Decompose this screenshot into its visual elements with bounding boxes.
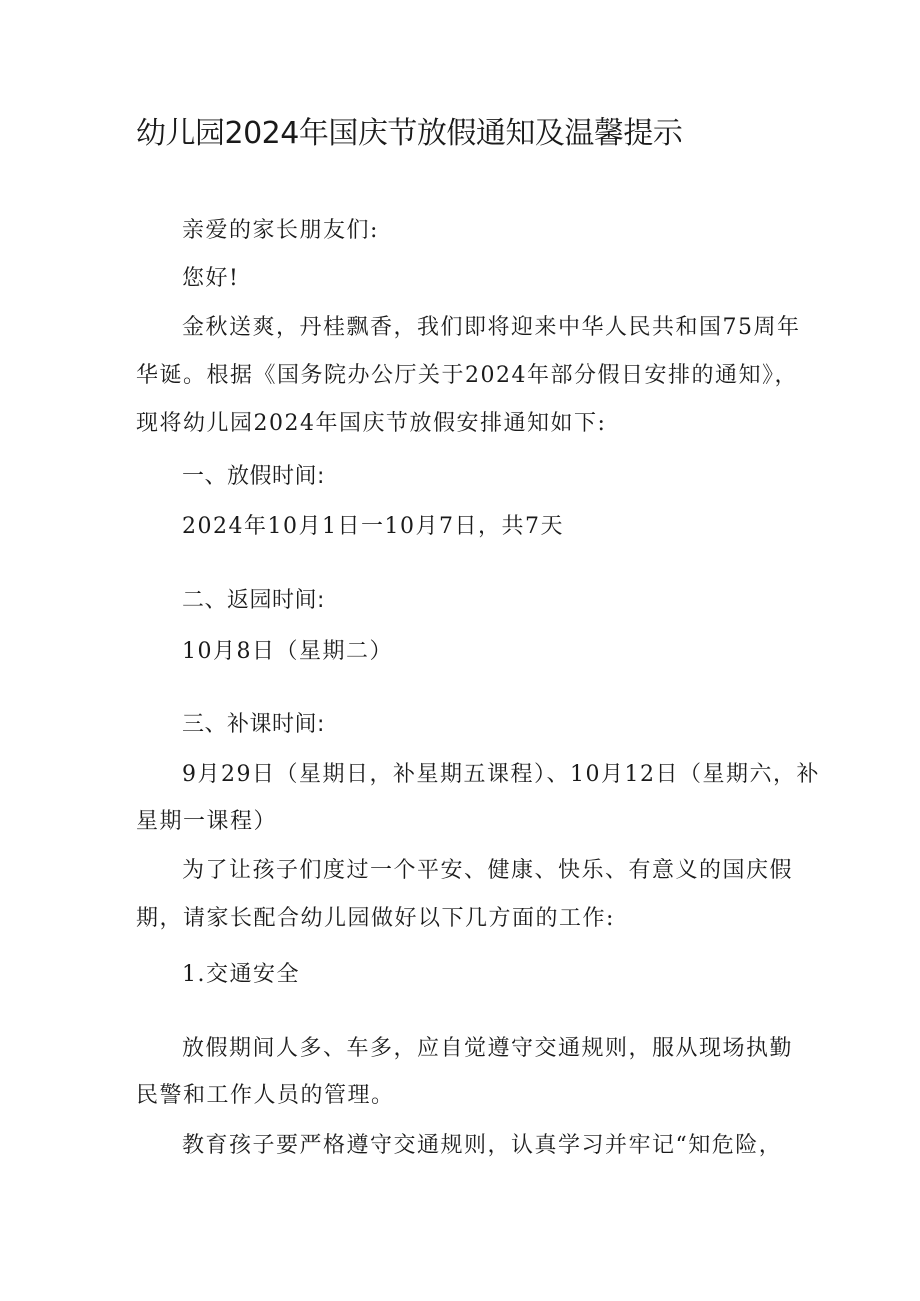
greeting-line: 亲爱的家长朋友们:: [182, 218, 379, 243]
intro-line-1: 金秋送爽，丹桂飘香，我们即将迎来中华人民共和国75周年: [182, 315, 801, 340]
cooperation-line-2: 期，请家长配合幼儿园做好以下几方面的工作:: [136, 906, 615, 931]
cooperation-line-1: 为了让孩子们度过一个平安、健康、快乐、有意义的国庆假: [182, 858, 794, 883]
intro-line-3: 现将幼儿园2024年国庆节放假安排通知如下:: [136, 411, 607, 436]
traffic-para1-line-1: 放假期间人多、车多，应自觉遵守交通规则，服从现场执勤: [182, 1036, 794, 1061]
makeup-line-2: 星期一课程）: [136, 809, 278, 834]
section-heading-makeup: 三、补课时间:: [182, 712, 325, 737]
return-date: 10月8日（星期二）: [182, 639, 393, 664]
traffic-para1-line-2: 民警和工作人员的管理。: [136, 1083, 395, 1108]
document-title: 幼儿园2024年国庆节放假通知及温馨提示: [136, 116, 683, 151]
section-heading-return: 二、返园时间:: [182, 588, 325, 613]
makeup-line-1: 9月29日（星期日，补星期五课程）、10月12日（星期六，补: [182, 762, 820, 787]
traffic-para2-line-1: 教育孩子要严格遵守交通规则，认真学习并牢记“知危险，: [182, 1133, 783, 1158]
section-heading-holiday: 一、放假时间:: [182, 464, 325, 489]
holiday-dates: 2024年10月1日一10月7日，共7天: [182, 514, 564, 539]
hello-line: 您好!: [182, 266, 240, 291]
item-heading-traffic: 1.交通安全: [182, 962, 300, 987]
intro-line-2: 华诞。根据《国务院办公厅关于2024年部分假日安排的通知》，: [136, 363, 798, 388]
